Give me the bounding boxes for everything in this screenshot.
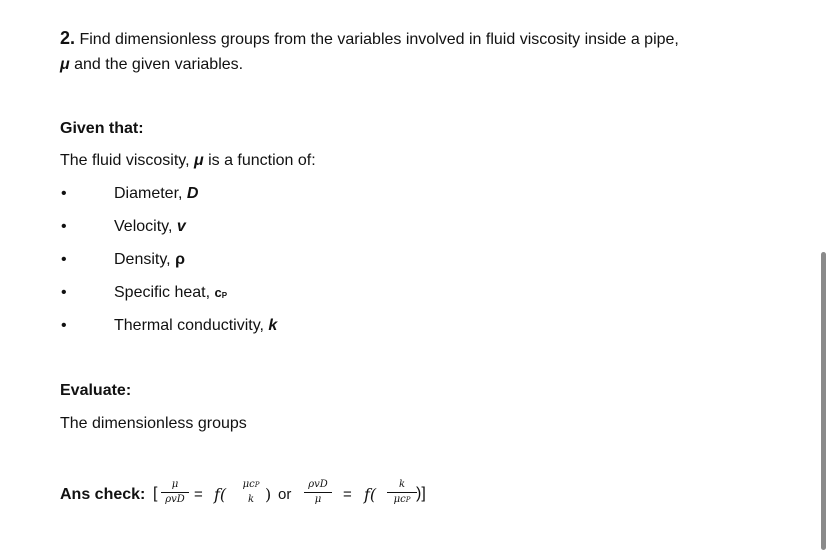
fraction-denominator: μ [314, 494, 322, 505]
fraction-numerator: k [398, 479, 406, 490]
fraction-denominator: k [247, 494, 255, 505]
variable-label: Specific heat, [114, 284, 215, 301]
given-intro-text: The fluid viscosity, [60, 152, 194, 169]
fraction-mu-over-rhovd [161, 479, 189, 506]
variable-symbol: ρ [175, 251, 185, 268]
variable-subscript: P [221, 291, 228, 300]
function-f-open: f( [214, 485, 227, 504]
bullet-icon: • [61, 218, 67, 235]
variable-symbol: k [268, 317, 278, 334]
fraction-denominator: μc [393, 494, 406, 505]
question-mu-symbol: μ [60, 56, 70, 73]
question-number: 2. [60, 28, 76, 48]
function-f-close: ) [265, 485, 272, 504]
bullet-icon: • [61, 317, 67, 334]
fraction-k-over-mucp [387, 479, 417, 506]
fraction-bar [304, 492, 332, 493]
fraction-numerator: μ [171, 479, 179, 490]
fraction-rhovd-over-mu [304, 479, 332, 506]
fraction-bar [235, 492, 267, 493]
fraction-denominator-subscript: P [405, 496, 411, 504]
fraction-mucp-over-k [235, 479, 267, 506]
question-line2: and the given variables. [69, 56, 244, 73]
fraction-numerator-subscript: P [254, 481, 260, 489]
variable-label: Velocity, [114, 218, 177, 235]
variable-label: Density, [114, 251, 176, 268]
scrollbar-thumb[interactable] [821, 252, 826, 550]
given-intro-rest: is a function of: [203, 152, 316, 169]
bullet-icon: • [61, 284, 67, 301]
fraction-numerator: ρvD [308, 479, 328, 490]
fraction-numerator: μc [242, 479, 255, 490]
fraction-bar [387, 492, 417, 493]
variable-symbol: v [176, 218, 186, 235]
evaluate-text: The dimensionless groups [60, 415, 247, 432]
question-text [60, 26, 760, 77]
bullet-icon: • [61, 185, 67, 202]
variable-symbol: D [186, 185, 199, 202]
function-f-open: f( [364, 485, 377, 504]
evaluate-heading: Evaluate: [60, 382, 132, 399]
given-intro [60, 152, 316, 170]
bullet-icon: • [61, 251, 67, 268]
answer-label: Ans check: [60, 486, 146, 503]
equals-sign: = [343, 486, 352, 503]
variable-label: Thermal conductivity, [114, 317, 269, 334]
given-heading: Given that: [60, 120, 144, 137]
given-intro-mu-symbol: μ [193, 152, 204, 169]
close-bracket: )] [416, 485, 426, 502]
variable-label: Diameter, [114, 185, 187, 202]
vertical-scrollbar[interactable] [818, 0, 828, 550]
open-bracket: [ [153, 485, 158, 502]
fraction-bar [161, 492, 189, 493]
variable-symbol: c [214, 285, 222, 300]
question-line1: Find dimensionless groups from the variables involved in fluid viscosity inside a pipe, [79, 31, 679, 48]
equals-sign: = [194, 486, 203, 503]
answer-check [60, 476, 460, 516]
fraction-denominator: ρvD [165, 494, 185, 505]
or-text: or [278, 486, 292, 503]
